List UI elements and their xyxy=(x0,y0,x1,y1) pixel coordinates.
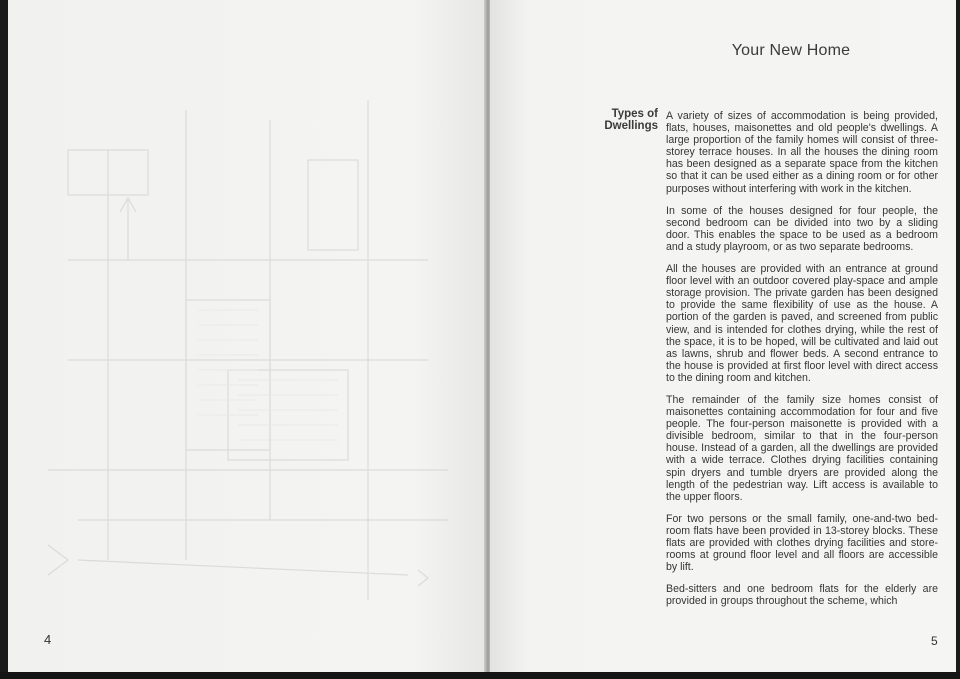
paragraph: All the houses are provided with an entrance at ground floor level with an outdoor covered play-space and ample storage provision. The private garden has been designed to provide the same flexibility of use as the house. A portion of the garden is paved, and screened from public view, and is intended for clothes drying, while the rest of the space, it is to be hoped, will be cultivated and laid out as lawns, shrub and flower beds. A second entrance to the house is provided at first floor level with direct access to the dining room and kitchen. xyxy=(666,263,938,384)
right-page xyxy=(490,0,956,672)
page-header: Your New Home xyxy=(731,42,851,59)
page-number-right: 5 xyxy=(931,634,938,648)
paragraph: In some of the houses designed for four people, the second bedroom can be divided into two by a sliding door. This enables the space to be used as a bedroom and a study playroom, or as two separate bedrooms. xyxy=(666,204,938,253)
show-through-site-plan xyxy=(8,0,486,672)
paragraph: A variety of sizes of accommodation is being provided, flats, houses, maisonettes and old people's dwellings. A large proportion of the family homes will consist of three-storey terrace houses. In all the houses the dining room has been designed as a separate space from the kitchen so that it can be used either as a dining room or for other purposes without interfering with work in the kitchen. xyxy=(666,110,938,195)
page-number-left: 4 xyxy=(44,632,52,647)
paragraph: The remainder of the family size homes consist of maisonettes containing accommodation for four and five people. The four-person maisonette is provided with a divisible bedroom, similar to that in the four-person house. Instead of a garden, all the dwellings are provided with a wide terrace. Clothes drying facilities containing spin dryers and tumble dryers are provided along the length of the pedestrian way. Lift access is available to the upper floors. xyxy=(666,393,938,503)
section-heading: Types of Dwellings xyxy=(604,108,658,132)
scan-border xyxy=(0,672,960,679)
left-page xyxy=(8,0,486,672)
body-text xyxy=(666,110,938,617)
paragraph: Bed-sitters and one bedroom flats for the elderly are provided in groups throughout the scheme, which xyxy=(666,583,938,608)
paragraph: For two persons or the small family, one-and-two bed-room flats have been provided in 13-storey blocks. These flats are provided with clothes drying facilities and store-rooms at ground floor level and all floors are accessible by lift. xyxy=(666,512,938,574)
